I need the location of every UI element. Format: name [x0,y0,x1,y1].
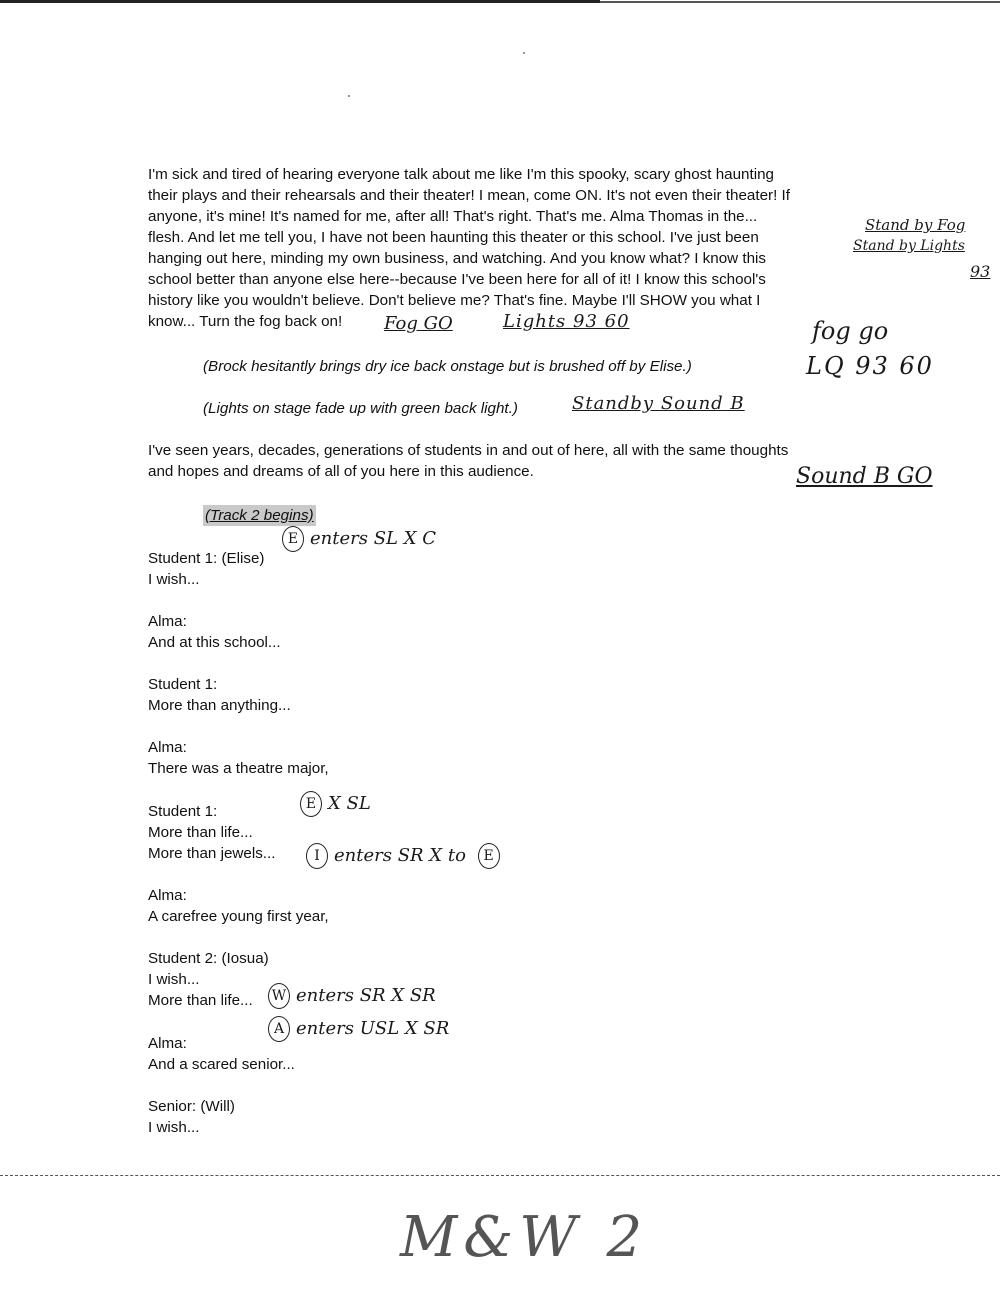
dialogue-line: I wish... [148,971,200,988]
dialogue-line: I wish... [148,571,200,588]
speaker-label: Student 1: [148,676,218,693]
speaker-label: Student 1: [148,803,218,820]
lights-9360-note: Lights 93 60 [503,311,630,332]
monologue-line: know... Turn the fog back on! [148,313,343,330]
i-circle: I [306,843,328,869]
dialogue-line: And at this school... [148,634,281,651]
dialogue-line: More than anything... [148,697,291,714]
paragraph-line: and hopes and dreams of all of you here in this audience. [148,463,534,480]
dialogue-line: I wish... [148,1119,200,1136]
speaker-label: Alma: [148,887,187,904]
monologue-line: flesh. And let me tell you, I have not been haunting this theater or this school. I've just been [148,229,759,246]
w-circle: W [268,983,290,1009]
dialogue-line: There was a theatre major, [148,760,329,777]
speaker-label: Senior: (Will) [148,1098,235,1115]
speck [348,95,350,97]
speaker-label: Student 2: (Iosua) [148,950,269,967]
dialogue-line: More than life... [148,992,253,1009]
monologue-line: school better than anyone else here--because I've been here for all of it! I know this school's [148,271,766,288]
dialogue-line: A carefree young first year, [148,908,329,925]
a-enters-note [268,1016,449,1042]
a-circle: A [268,1016,290,1042]
dialogue-line: And a scared senior... [148,1056,295,1073]
monologue-line: anyone, it's mine! It's named for me, after all! That's right. That's me. Alma Thomas in the... [148,208,758,225]
monologue-line: I'm sick and tired of hearing everyone talk about me like I'm this spooky, scary ghost haunting [148,166,774,183]
fog-go-inline-note: Fog GO [384,313,453,334]
e-circle: E [478,843,500,869]
speaker-label: Student 1: (Elise) [148,550,265,567]
page-break-line [0,1175,1000,1176]
monologue-paragraph [148,164,868,332]
lq-9360-note: LQ 93 60 [806,352,934,380]
e-circle: E [282,526,304,552]
speaker-label: Alma: [148,613,187,630]
page-top-border [0,0,1000,4]
i-enters-text: enters SR X to [334,845,466,866]
speaker-label: Alma: [148,739,187,756]
stage-direction-lights: (Lights on stage fade up with green back light.) [203,400,518,417]
e-enters-text: enters SL X C [310,528,437,549]
standby-fog-note: Stand by Fog [865,216,966,234]
e-cross-note [300,791,371,817]
track-2-cue: (Track 2 begins) [205,507,314,524]
monologue-line: their plays and their rehearsals and their theater! I mean, come ON. It's not even their theater! If [148,187,790,204]
stage-direction-brock: (Brock hesitantly brings dry ice back onstage but is brushed off by Elise.) [203,358,692,375]
speaker-label: Alma: [148,1035,187,1052]
i-enters-note [306,843,506,869]
page-mark: M&W 2 [400,1205,649,1270]
e-cross-text: X SL [328,793,371,814]
w-enters-text: enters SR X SR [296,985,436,1006]
fog-go-margin-note: fog go [812,317,889,345]
dialogue-line: More than life... [148,824,253,841]
cue-93-note: 93 [970,262,991,281]
a-enters-text: enters USL X SR [296,1018,450,1039]
monologue-line: history like you wouldn't believe. Don't believe me? That's fine. Maybe I'll SHOW you what I [148,292,761,309]
standby-sound-b-note: Standby Sound B [572,393,745,414]
e-enters-note [282,526,436,552]
e-circle: E [300,791,322,817]
paragraph-line: I've seen years, decades, generations of students in and out of here, all with the same thoughts [148,442,789,459]
standby-lights-note: Stand by Lights [853,238,965,254]
sound-b-go-note: Sound B GO [796,464,933,489]
w-enters-note [268,983,436,1009]
dialogue-line: More than jewels... [148,845,276,862]
speck [523,52,525,54]
top-border-right [600,1,1000,3]
top-border-left [0,0,600,3]
monologue-line: hanging out here, minding my own business, and watching. And you know what? I know this [148,250,766,267]
